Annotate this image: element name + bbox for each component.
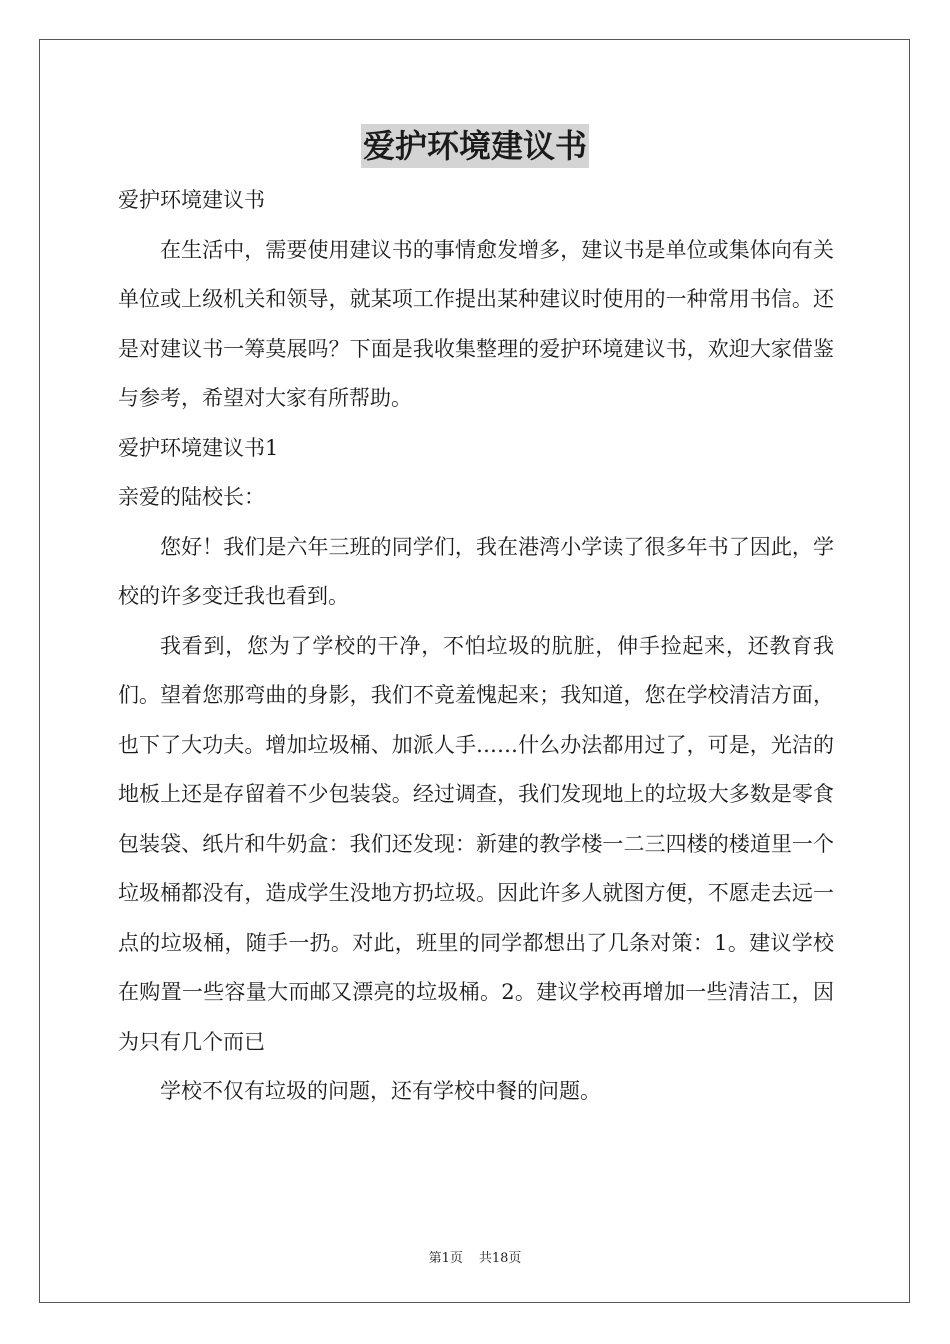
section-heading: 爱护环境建议书1	[118, 435, 279, 460]
body-paragraph: 我看到，您为了学校的干净，不怕垃圾的肮脏，伸手捡起来，还教育我们。望着您那弯曲的身影，我们不竟羞愧起来；我知道，您在学校清洁方面，也下了大功夫。增加垃圾桶、加派人手……什么办法都用过了，可是，光洁的地板上还是存留着不少包装袋。经过调查，我们发现地上的垃圾大多数是零食包装袋、纸片和牛奶盒：我们还发现：新建的教学楼一二三四楼的楼道里一个垃圾桶都没有，造成学生没地方扔垃圾。因此许多人就图方便，不愿走去远一点的垃圾桶，随手一扔。对此，班里的同学都想出了几条对策：1。建议学校在购置一些容量大而邮又漂亮的垃圾桶。2。建议学校再增加一些清洁工，因为只有几个而已	[118, 633, 834, 1054]
title-container	[0, 124, 950, 168]
document-body	[118, 176, 834, 1117]
document-title: 爱护环境建议书	[361, 124, 589, 168]
subtitle-paragraph: 爱护环境建议书	[118, 188, 265, 212]
body-paragraph: 学校不仅有垃圾的问题，还有学校中餐的问题。	[160, 1079, 601, 1103]
page-footer	[0, 1247, 950, 1266]
body-paragraph: 您好！我们是六年三班的同学们，我在港湾小学读了很多年书了因此，学校的许多变迁我也看到。	[118, 534, 834, 608]
page-number: 第1页	[428, 1251, 463, 1266]
intro-paragraph: 在生活中，需要使用建议书的事情愈发增多，建议书是单位或集体向有关单位或上级机关和领导，就某项工作提出某种建议时使用的一种常用书信。还是对建议书一筹莫展吗？下面是我收集整理的爱护环境建议书，欢迎大家借鉴与参考，希望对大家有所帮助。	[118, 237, 834, 410]
page-total: 共18页	[478, 1251, 522, 1266]
salutation: 亲爱的陆校长：	[118, 485, 265, 509]
